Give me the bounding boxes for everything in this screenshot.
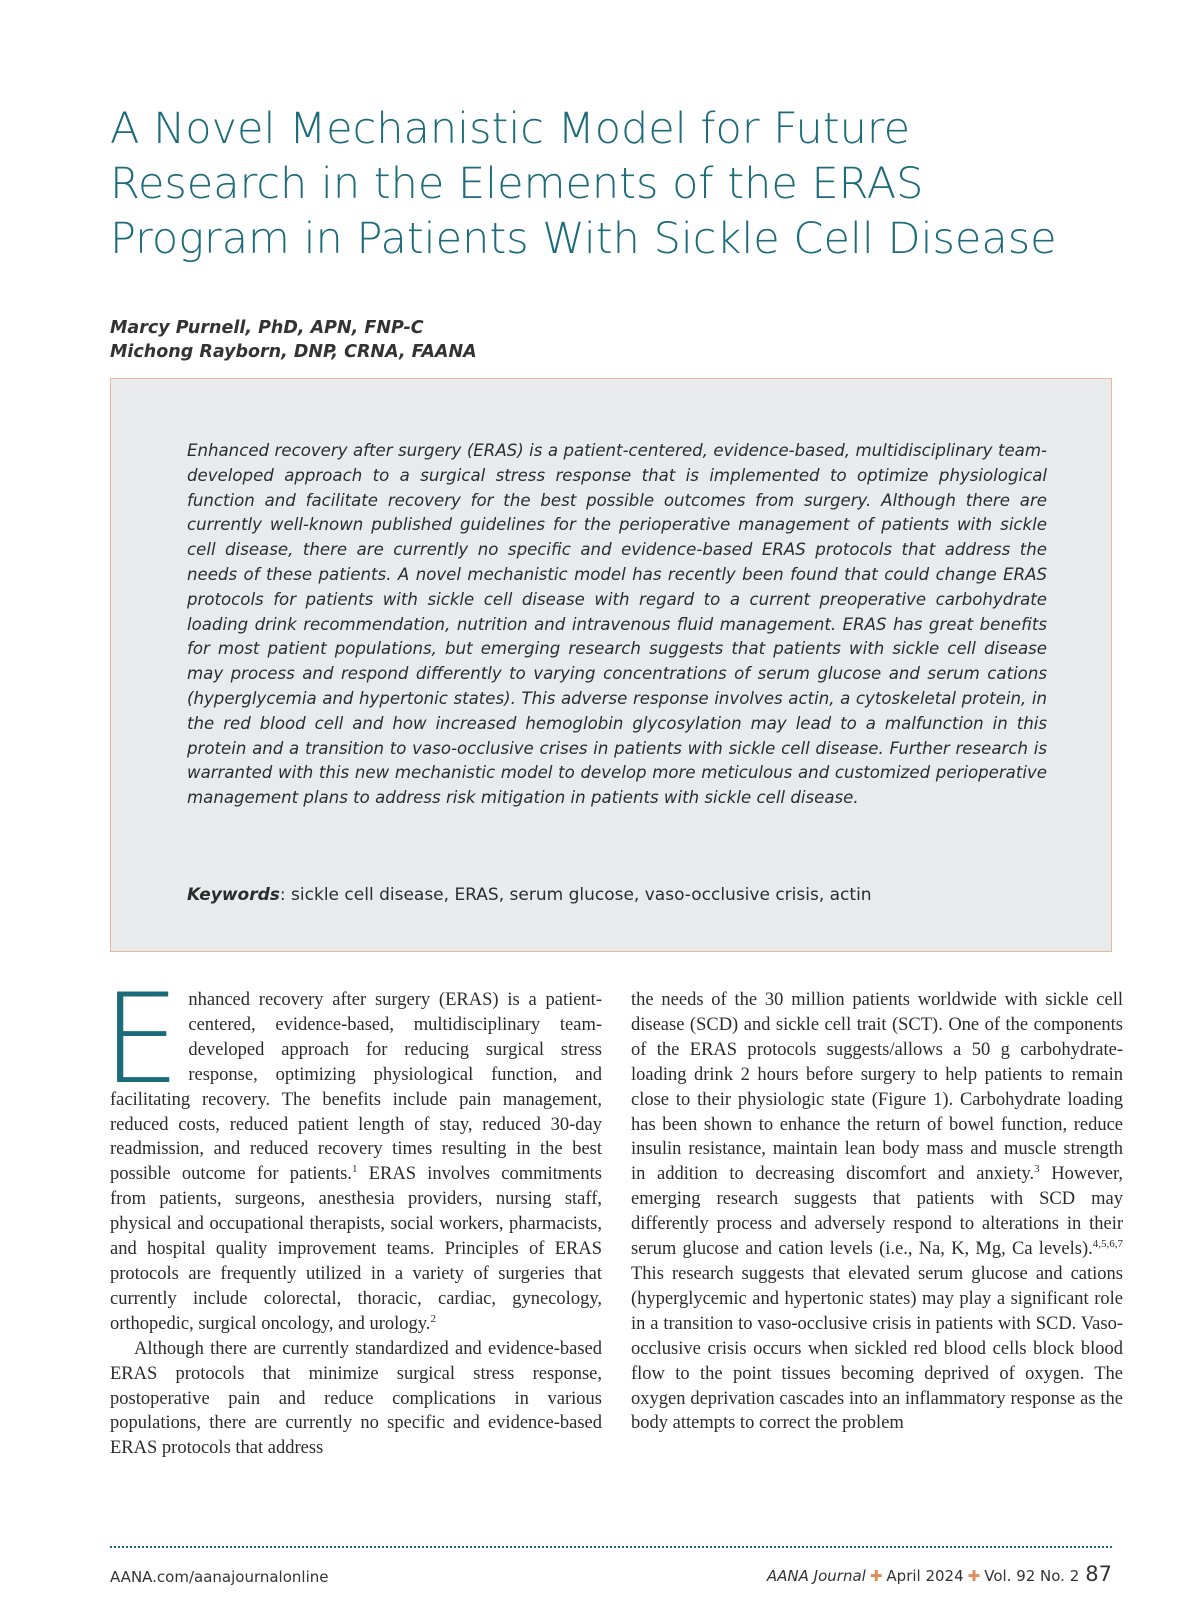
author: Michong Rayborn, DNP, CRNA, FAANA — [110, 342, 477, 362]
footer-citation — [767, 1562, 1112, 1586]
title-line: A Novel Mechanistic Model for Future — [110, 104, 911, 154]
volume-issue: Vol. 92 No. 2 — [984, 1567, 1080, 1585]
body-paragraph — [631, 988, 1123, 1436]
keywords — [187, 885, 1047, 905]
journal-name: AANA Journal — [766, 1567, 866, 1585]
keywords-label: Keywords — [187, 885, 280, 905]
page-number: 87 — [1085, 1562, 1112, 1586]
title-line: Program in Patients With Sickle Cell Disease — [110, 214, 1057, 264]
abstract-box — [110, 378, 1112, 952]
plus-separator-icon: ✚ — [967, 1567, 981, 1585]
paragraph-text: nhanced recovery after surgery (ERAS) is a patient-centered, evidence-based, multidisciplinary team-developed approach for reducing surgical stress response, optimizing physiological function, and facilitating recovery. The benefits include pain management, reduced costs, reduced patient length of stay, reduced 30-day readmission, and reduced recovery times resulting in the best possible outcome for patients. — [110, 990, 602, 1185]
body-paragraph: Although there are currently standardized and evidence-based ERAS protocols that minimize surgical stress response, postoperative pain and reduce complications in various populations, there are currently no specific and evidence-based ERAS protocols that address — [110, 1338, 602, 1459]
paragraph-text: This research suggests that elevated serum glucose and cations (hyperglycemic and hypertonic states) may play a significant role in a transition to vaso-occlusive crisis in patients with SCD. Vaso-occlusive crisis occurs when sickled red blood cells block blood flow to the point tissues becoming deprived of oxygen. The oxygen deprivation cascades into an inflammatory response as the body attempts to correct the problem — [631, 1263, 1123, 1434]
author-list — [110, 316, 477, 364]
drop-cap: E — [102, 968, 181, 1112]
paragraph-text: the needs of the 30 million patients worldwide with sickle cell disease (SCD) and sickle cell trait (SCT). One of the components of the ERAS protocols suggests/allows a 50 g carbohydrate-loading drink 2 hours before surgery to help patients to remain close to their physiologic state (Figure 1). Carbohydrate loading has been shown to enhance the return of bowel function, reduce insulin resistance, maintain lean body mass and muscle strength in addition to decreasing discomfort and anxiety. — [631, 990, 1123, 1185]
citation-ref[interactable]: 1 — [351, 1163, 358, 1176]
body-paragraph — [102, 968, 602, 1337]
footer-url[interactable]: AANA.com/aanajournalonline — [110, 1568, 329, 1586]
paragraph-text: However, emerging research suggests that patients with SCD may differently process and adversely respond to alterations in their serum glucose and cation levels (i.e., Na, K, Mg, Ca levels). — [631, 1164, 1123, 1260]
paragraph-text: ERAS involves commitments from patients, surgeons, anesthesia providers, nursing staff, physical and occupational therapists, social workers, pharmacists, and hospital quality improvement teams. Principles of ERAS protocols are frequently utilized in a variety of surgeries that currently include colorectal, thoracic, cardiac, gynecology, orthopedic, surgical oncology, and urology. — [110, 1164, 602, 1334]
citation-ref[interactable]: 4,5,6,7 — [1092, 1237, 1123, 1250]
body-column-left — [102, 968, 602, 1461]
abstract-text: Enhanced recovery after surgery (ERAS) is a patient-centered, evidence-based, multidisciplinary team-developed approach to a surgical stress response that is implemented to optimize physiological function and facilitate recovery for the best possible outcomes from surgery. Although there are currently well-known published guidelines for the perioperative management of patients with sickle cell disease, there are currently no specific and evidence-based ERAS protocols that address the needs of these patients. A novel mechanistic model has recently been found that could change ERAS protocols for patients with sickle cell disease with regard to a current preoperative carbohydrate loading drink recommendation, nutrition and intravenous fluid management. ERAS has great benefits for most patient populations, but emerging research suggests that patients with sickle cell disease may process and respond differently to varying concentrations of serum glucose and serum cations (hyperglycemia and hypertonic states). This adverse response involves actin, a cytoskeletal protein, in the red blood cell and how increased hemoglobin glycosylation may lead to a malfunction in this protein and a transition to vaso-occlusive crises in patients with sickle cell disease. Further research is warranted with this new mechanistic model to develop more meticulous and customized perioperative management plans to address risk mitigation in patients with sickle cell disease. — [187, 441, 1047, 808]
plus-separator-icon: ✚ — [869, 1567, 883, 1585]
body-column-right — [631, 988, 1123, 1436]
keywords-text: : sickle cell disease, ERAS, serum glucose, vaso-occlusive crisis, actin — [279, 885, 872, 905]
footer-divider — [110, 1546, 1112, 1548]
citation-ref[interactable]: 3 — [1034, 1163, 1040, 1176]
title-line: Research in the Elements of the ERAS — [110, 159, 924, 209]
citation-ref[interactable]: 2 — [430, 1312, 436, 1325]
article-title — [110, 102, 1110, 267]
author: Marcy Purnell, PhD, APN, FNP-C — [110, 318, 424, 338]
issue-date: April 2024 — [886, 1567, 964, 1585]
